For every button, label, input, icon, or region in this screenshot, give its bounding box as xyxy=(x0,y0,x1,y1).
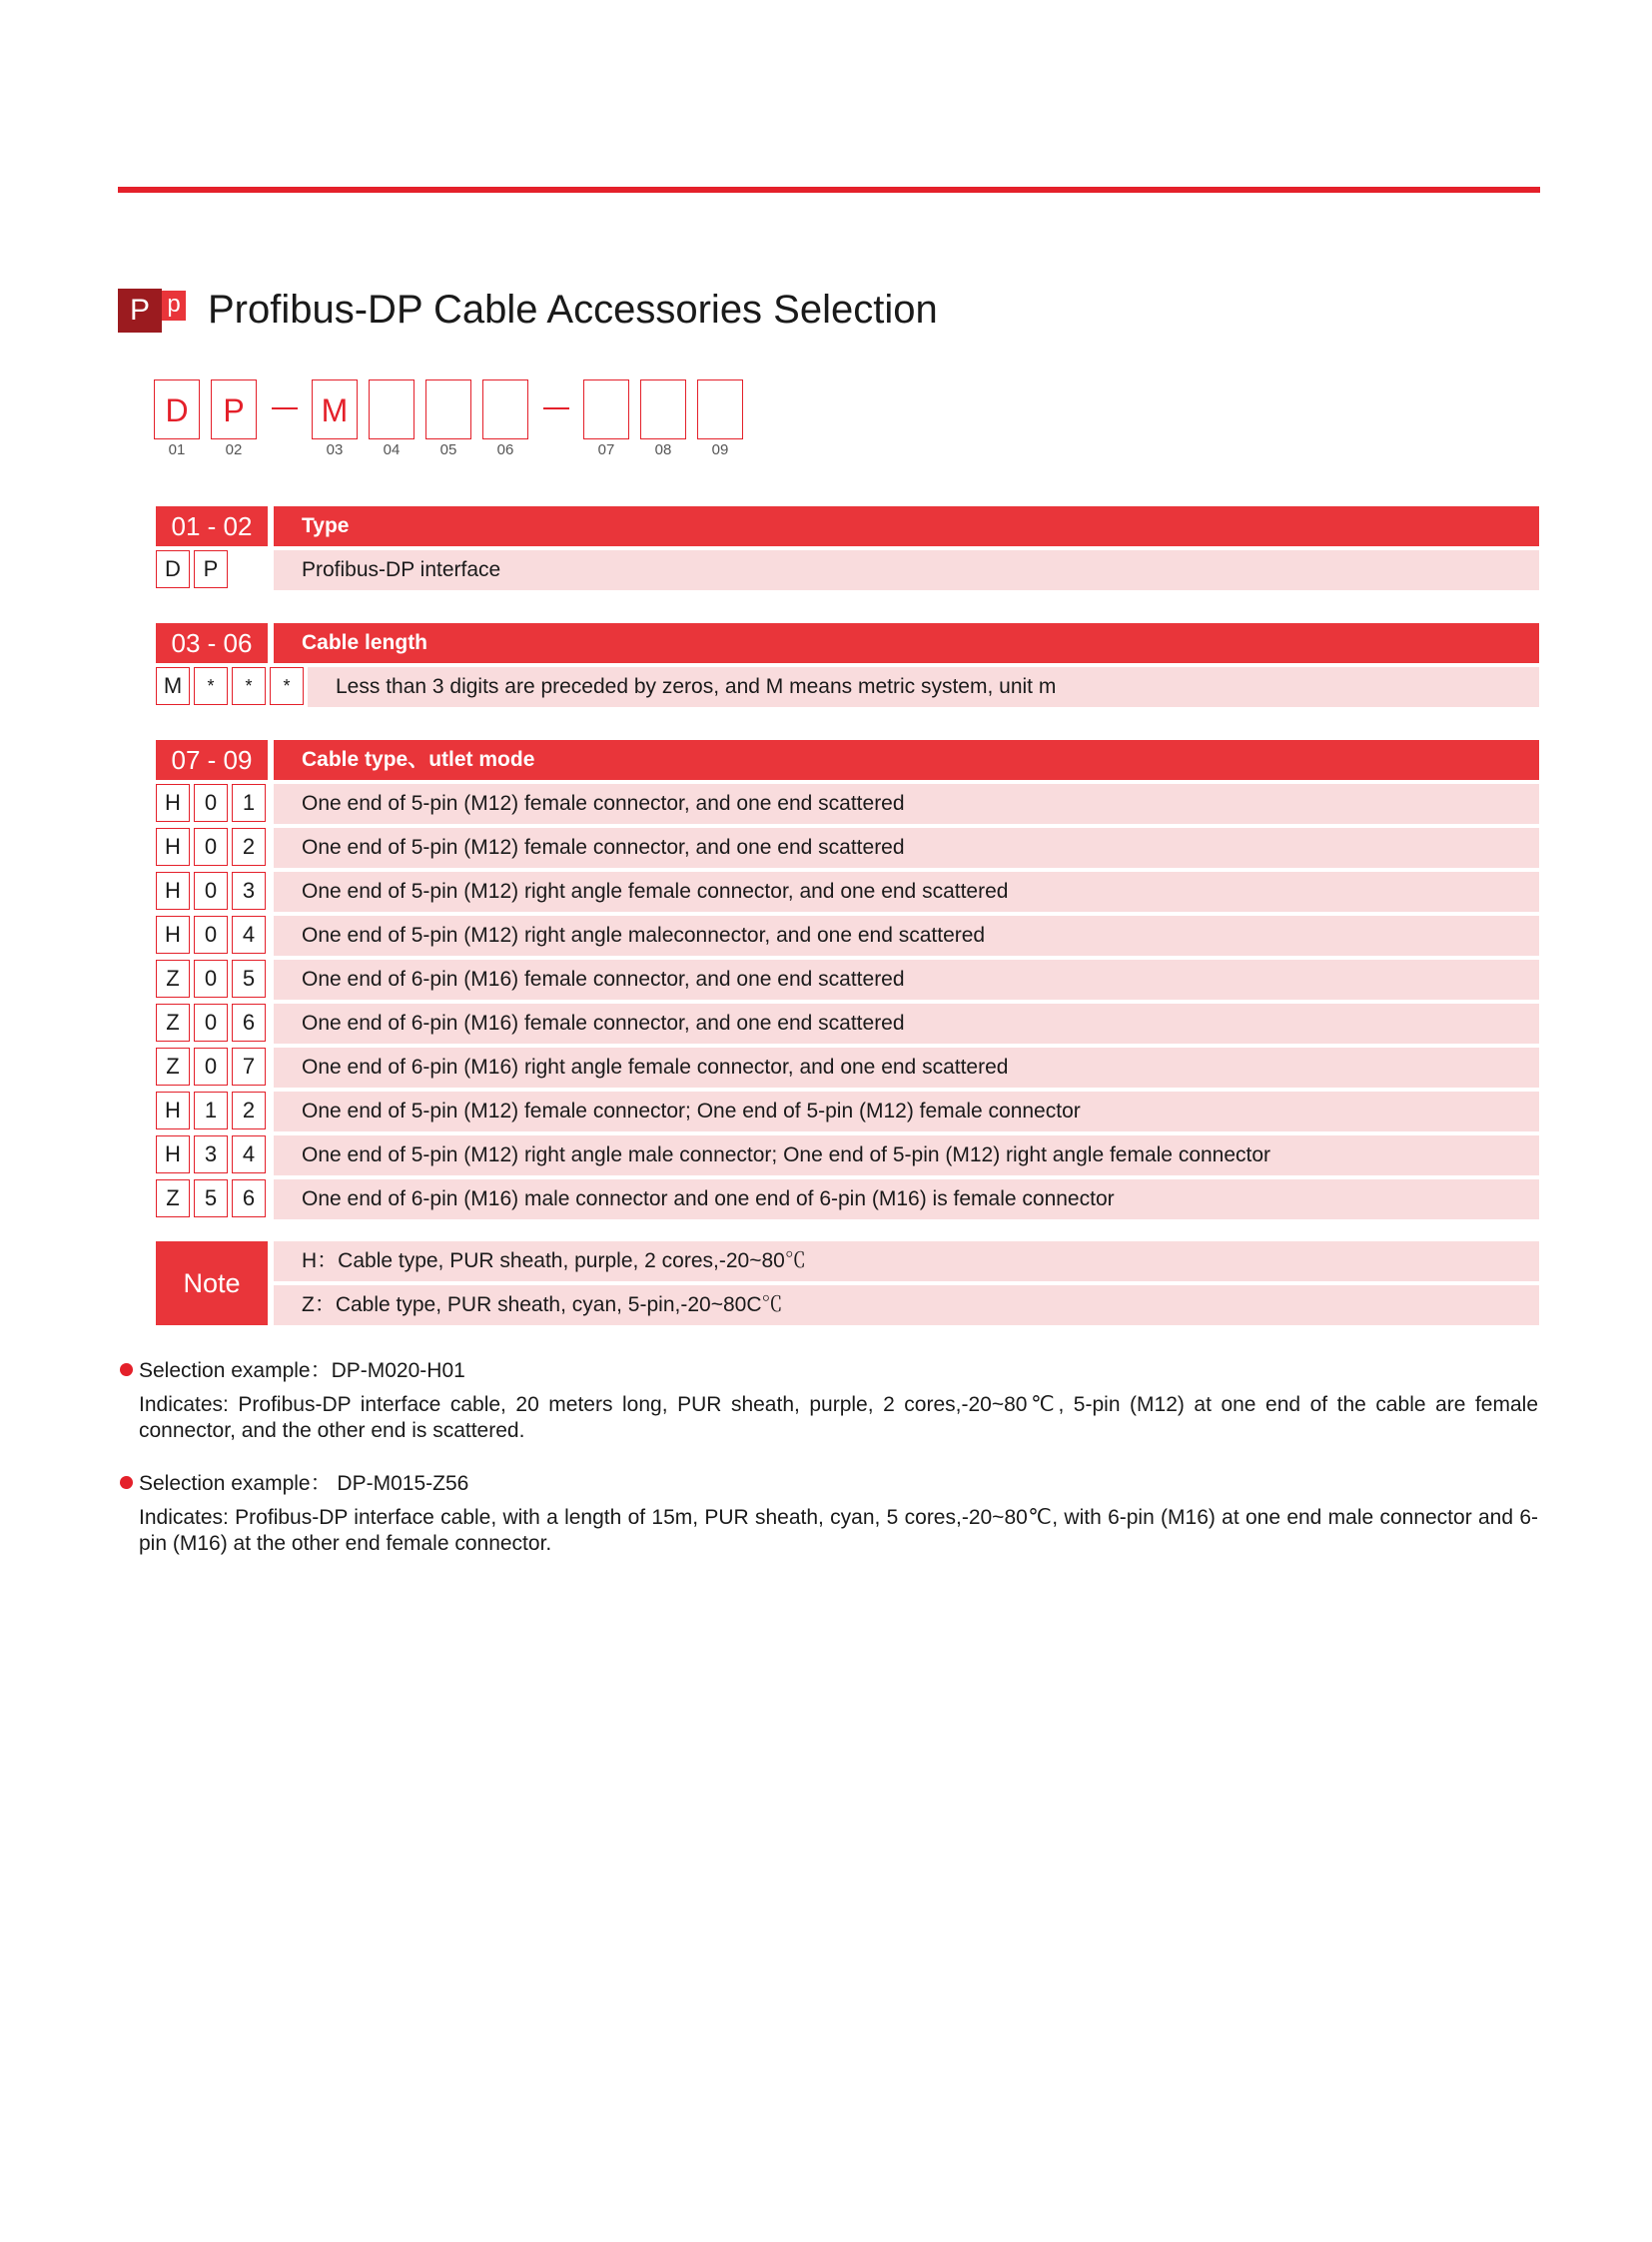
code-dash xyxy=(543,407,569,409)
code-cell: 0 xyxy=(194,828,228,866)
code-cell: 7 xyxy=(232,1048,266,1086)
section-header xyxy=(156,623,1539,663)
code-cell: H xyxy=(156,784,190,822)
code-cell: 3 xyxy=(194,1135,228,1173)
section-logo xyxy=(118,285,190,335)
code-cells xyxy=(156,550,228,590)
code-cell: Z xyxy=(156,960,190,998)
section-range: 07 - 09 xyxy=(156,740,268,780)
row-description: One end of 6-pin (M16) female connector, and one end scattered xyxy=(274,1004,1539,1044)
example-heading-line xyxy=(120,1358,1538,1384)
section-label: Type xyxy=(274,506,1539,546)
selection-example xyxy=(120,1358,1538,1444)
code-cell: 6 xyxy=(232,1179,266,1217)
logo-big-letter: P xyxy=(118,289,162,333)
table-row xyxy=(156,1092,1539,1131)
section-range: 01 - 02 xyxy=(156,506,268,546)
section-label: Cable length xyxy=(274,623,1539,663)
code-cells xyxy=(156,960,266,1000)
code-cells xyxy=(156,828,266,868)
code-cell: 0 xyxy=(194,872,228,910)
title-block xyxy=(118,285,938,335)
code-cell: 2 xyxy=(232,1092,266,1129)
code-number: 02 xyxy=(225,441,243,458)
code-box-08 xyxy=(640,379,686,439)
row-description: Profibus-DP interface xyxy=(274,550,1539,590)
bullet-icon xyxy=(120,1476,133,1489)
example-heading: Selection example：DP-M020-H01 xyxy=(139,1359,465,1382)
row-description: One end of 6-pin (M16) right angle female connector, and one end scattered xyxy=(274,1048,1539,1088)
code-cell: H xyxy=(156,828,190,866)
page-title: Profibus-DP Cable Accessories Selection xyxy=(208,287,938,332)
code-cells xyxy=(156,1179,266,1219)
code-cells xyxy=(156,667,304,707)
table-row xyxy=(156,1004,1539,1044)
code-box-04 xyxy=(369,379,414,439)
code-cell: P xyxy=(194,550,228,588)
section-cable-length xyxy=(156,623,1539,707)
code-box-01: D xyxy=(154,379,200,439)
table-row xyxy=(156,1135,1539,1175)
code-number: 03 xyxy=(326,441,344,458)
table-row xyxy=(156,872,1539,912)
code-box-06 xyxy=(482,379,528,439)
code-number: 04 xyxy=(383,441,401,458)
table-row xyxy=(156,1179,1539,1219)
code-cells xyxy=(156,1092,266,1131)
code-number: 07 xyxy=(597,441,615,458)
code-cell: H xyxy=(156,1135,190,1173)
code-box-03: M xyxy=(312,379,358,439)
code-cells xyxy=(156,1048,266,1088)
section-cable-type xyxy=(156,740,1539,1219)
type-rows xyxy=(156,784,1539,1219)
code-cell: H xyxy=(156,916,190,954)
table-row xyxy=(156,916,1539,956)
note-line: Z：Cable type, PUR sheath, cyan, 5-pin,-20~80C℃ xyxy=(274,1285,1539,1325)
code-cell: 0 xyxy=(194,916,228,954)
code-cells xyxy=(156,784,266,824)
table-row xyxy=(156,784,1539,824)
code-cell: 4 xyxy=(232,1135,266,1173)
code-box-07 xyxy=(583,379,629,439)
code-cell: * xyxy=(232,667,266,705)
code-cell: 1 xyxy=(232,784,266,822)
example-text: Indicates: Profibus-DP interface cable, 20 meters long, PUR sheath, purple, 2 cores,-20~80℃, 5-pin (M12) at one end of the cable are female connector, and the other end is scattered. xyxy=(139,1393,1538,1442)
code-cell: 0 xyxy=(194,784,228,822)
table-row xyxy=(156,550,1539,590)
table-row xyxy=(156,1048,1539,1088)
top-rule xyxy=(118,187,1540,193)
model-code-diagram xyxy=(154,379,753,469)
code-cell: M xyxy=(156,667,190,705)
table-row xyxy=(156,667,1539,707)
row-description: One end of 6-pin (M16) male connector and one end of 6-pin (M16) is female connector xyxy=(274,1179,1539,1219)
code-cells xyxy=(156,1135,266,1175)
code-cell: H xyxy=(156,872,190,910)
code-cell: * xyxy=(194,667,228,705)
code-cell: 4 xyxy=(232,916,266,954)
code-cells xyxy=(156,872,266,912)
code-cell: D xyxy=(156,550,190,588)
example-heading-line xyxy=(120,1471,1538,1497)
code-number: 01 xyxy=(168,441,186,458)
code-cell: Z xyxy=(156,1048,190,1086)
code-cell: H xyxy=(156,1092,190,1129)
note-block xyxy=(156,1241,1539,1325)
row-description: One end of 5-pin (M12) female connector, and one end scattered xyxy=(274,828,1539,868)
code-cell: 3 xyxy=(232,872,266,910)
row-description: One end of 5-pin (M12) female connector; One end of 5-pin (M12) female connector xyxy=(274,1092,1539,1131)
note-line: H：Cable type, PUR sheath, purple, 2 cores,-20~80℃ xyxy=(274,1241,1539,1281)
code-box-05 xyxy=(425,379,471,439)
selection-example xyxy=(120,1471,1538,1557)
code-cell: 2 xyxy=(232,828,266,866)
section-type xyxy=(156,506,1539,590)
row-description: Less than 3 digits are preceded by zeros, and M means metric system, unit m xyxy=(308,667,1539,707)
code-cell: * xyxy=(270,667,304,705)
section-label: Cable type、utlet mode xyxy=(274,740,1539,780)
code-cell: 0 xyxy=(194,1004,228,1042)
code-dash xyxy=(272,407,298,409)
example-heading: Selection example： DP-M015-Z56 xyxy=(139,1472,469,1495)
section-range: 03 - 06 xyxy=(156,623,268,663)
row-description: One end of 5-pin (M12) right angle male connector; One end of 5-pin (M12) right angle female connector xyxy=(274,1135,1539,1175)
code-cells xyxy=(156,1004,266,1044)
table-row xyxy=(156,828,1539,868)
code-box-02: P xyxy=(211,379,257,439)
logo-small-letter: p xyxy=(162,291,186,321)
code-cell: Z xyxy=(156,1179,190,1217)
code-cells xyxy=(156,916,266,956)
bullet-icon xyxy=(120,1363,133,1376)
code-cell: 1 xyxy=(194,1092,228,1129)
code-cell: 5 xyxy=(194,1179,228,1217)
row-description: One end of 6-pin (M16) female connector, and one end scattered xyxy=(274,960,1539,1000)
row-description: One end of 5-pin (M12) right angle female connector, and one end scattered xyxy=(274,872,1539,912)
table-row xyxy=(156,960,1539,1000)
section-header xyxy=(156,506,1539,546)
row-description: One end of 5-pin (M12) female connector, and one end scattered xyxy=(274,784,1539,824)
code-cell: 0 xyxy=(194,1048,228,1086)
example-text: Indicates: Profibus-DP interface cable, with a length of 15m, PUR sheath, cyan, 5 cores,-20~80℃, with 6-pin (M16) at one end male connector and 6-pin (M16) at the other end female connector. xyxy=(139,1506,1538,1555)
code-number: 06 xyxy=(496,441,514,458)
code-cell: 6 xyxy=(232,1004,266,1042)
code-cell: 5 xyxy=(232,960,266,998)
section-header xyxy=(156,740,1539,780)
code-number: 09 xyxy=(711,441,729,458)
code-cell: Z xyxy=(156,1004,190,1042)
code-number: 08 xyxy=(654,441,672,458)
row-description: One end of 5-pin (M12) right angle maleconnector, and one end scattered xyxy=(274,916,1539,956)
code-cell: 0 xyxy=(194,960,228,998)
note-label: Note xyxy=(156,1241,268,1325)
code-box-09 xyxy=(697,379,743,439)
code-number: 05 xyxy=(439,441,457,458)
